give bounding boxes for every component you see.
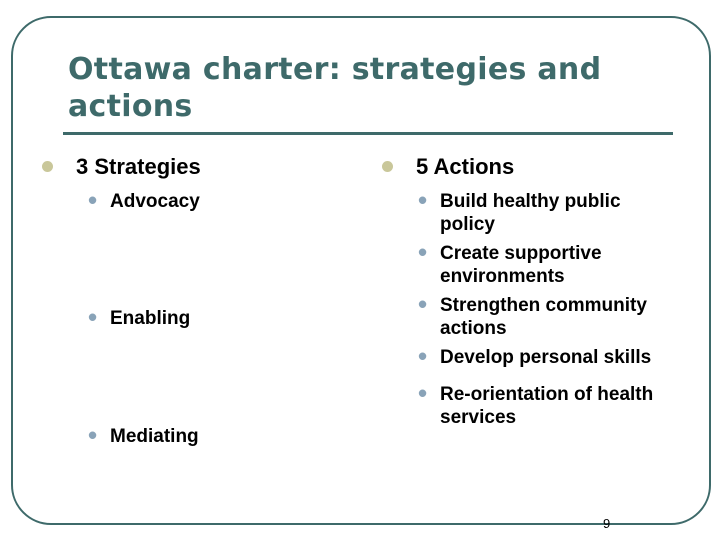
action-label: Re-orientation of health services (440, 384, 654, 428)
actions-column (380, 152, 710, 435)
action-label: Develop personal skills (440, 347, 652, 368)
strategies-column (40, 152, 340, 450)
actions-heading: 5 Actions (416, 154, 515, 179)
bullet-dot-icon: • (88, 420, 98, 450)
bullet-dot-icon: • (418, 185, 428, 215)
strategy-label: Enabling (110, 308, 191, 329)
action-label: Build healthy public policy (440, 191, 621, 235)
page-number: 9 (603, 516, 611, 531)
strategy-item (80, 420, 199, 450)
bullet-dot-icon: • (418, 378, 428, 408)
bullet-dot-icon: • (418, 289, 428, 319)
title-underline (63, 132, 673, 135)
action-item (410, 289, 710, 340)
strategies-heading: 3 Strategies (76, 154, 201, 179)
action-label: Strengthen community actions (440, 295, 647, 339)
bullet-dot-icon: • (88, 302, 98, 332)
strategy-item (80, 302, 191, 332)
strategy-label: Advocacy (110, 191, 200, 212)
actions-list (410, 185, 710, 429)
action-item (410, 378, 710, 429)
strategies-heading-item (40, 152, 340, 182)
strategy-label: Mediating (110, 426, 199, 447)
action-label: Create supportive environments (440, 243, 602, 287)
bullet-dot-icon (42, 161, 53, 172)
actions-heading-item (380, 152, 710, 182)
bullet-dot-icon (382, 161, 393, 172)
bullet-dot-icon: • (88, 185, 98, 215)
bullet-dot-icon: • (418, 237, 428, 267)
strategy-item (80, 185, 200, 215)
bullet-dot-icon: • (418, 341, 428, 371)
slide-title: Ottawa charter: strategies and actions (68, 52, 602, 124)
action-item (410, 237, 670, 288)
action-item (410, 341, 728, 371)
action-item (410, 185, 670, 236)
